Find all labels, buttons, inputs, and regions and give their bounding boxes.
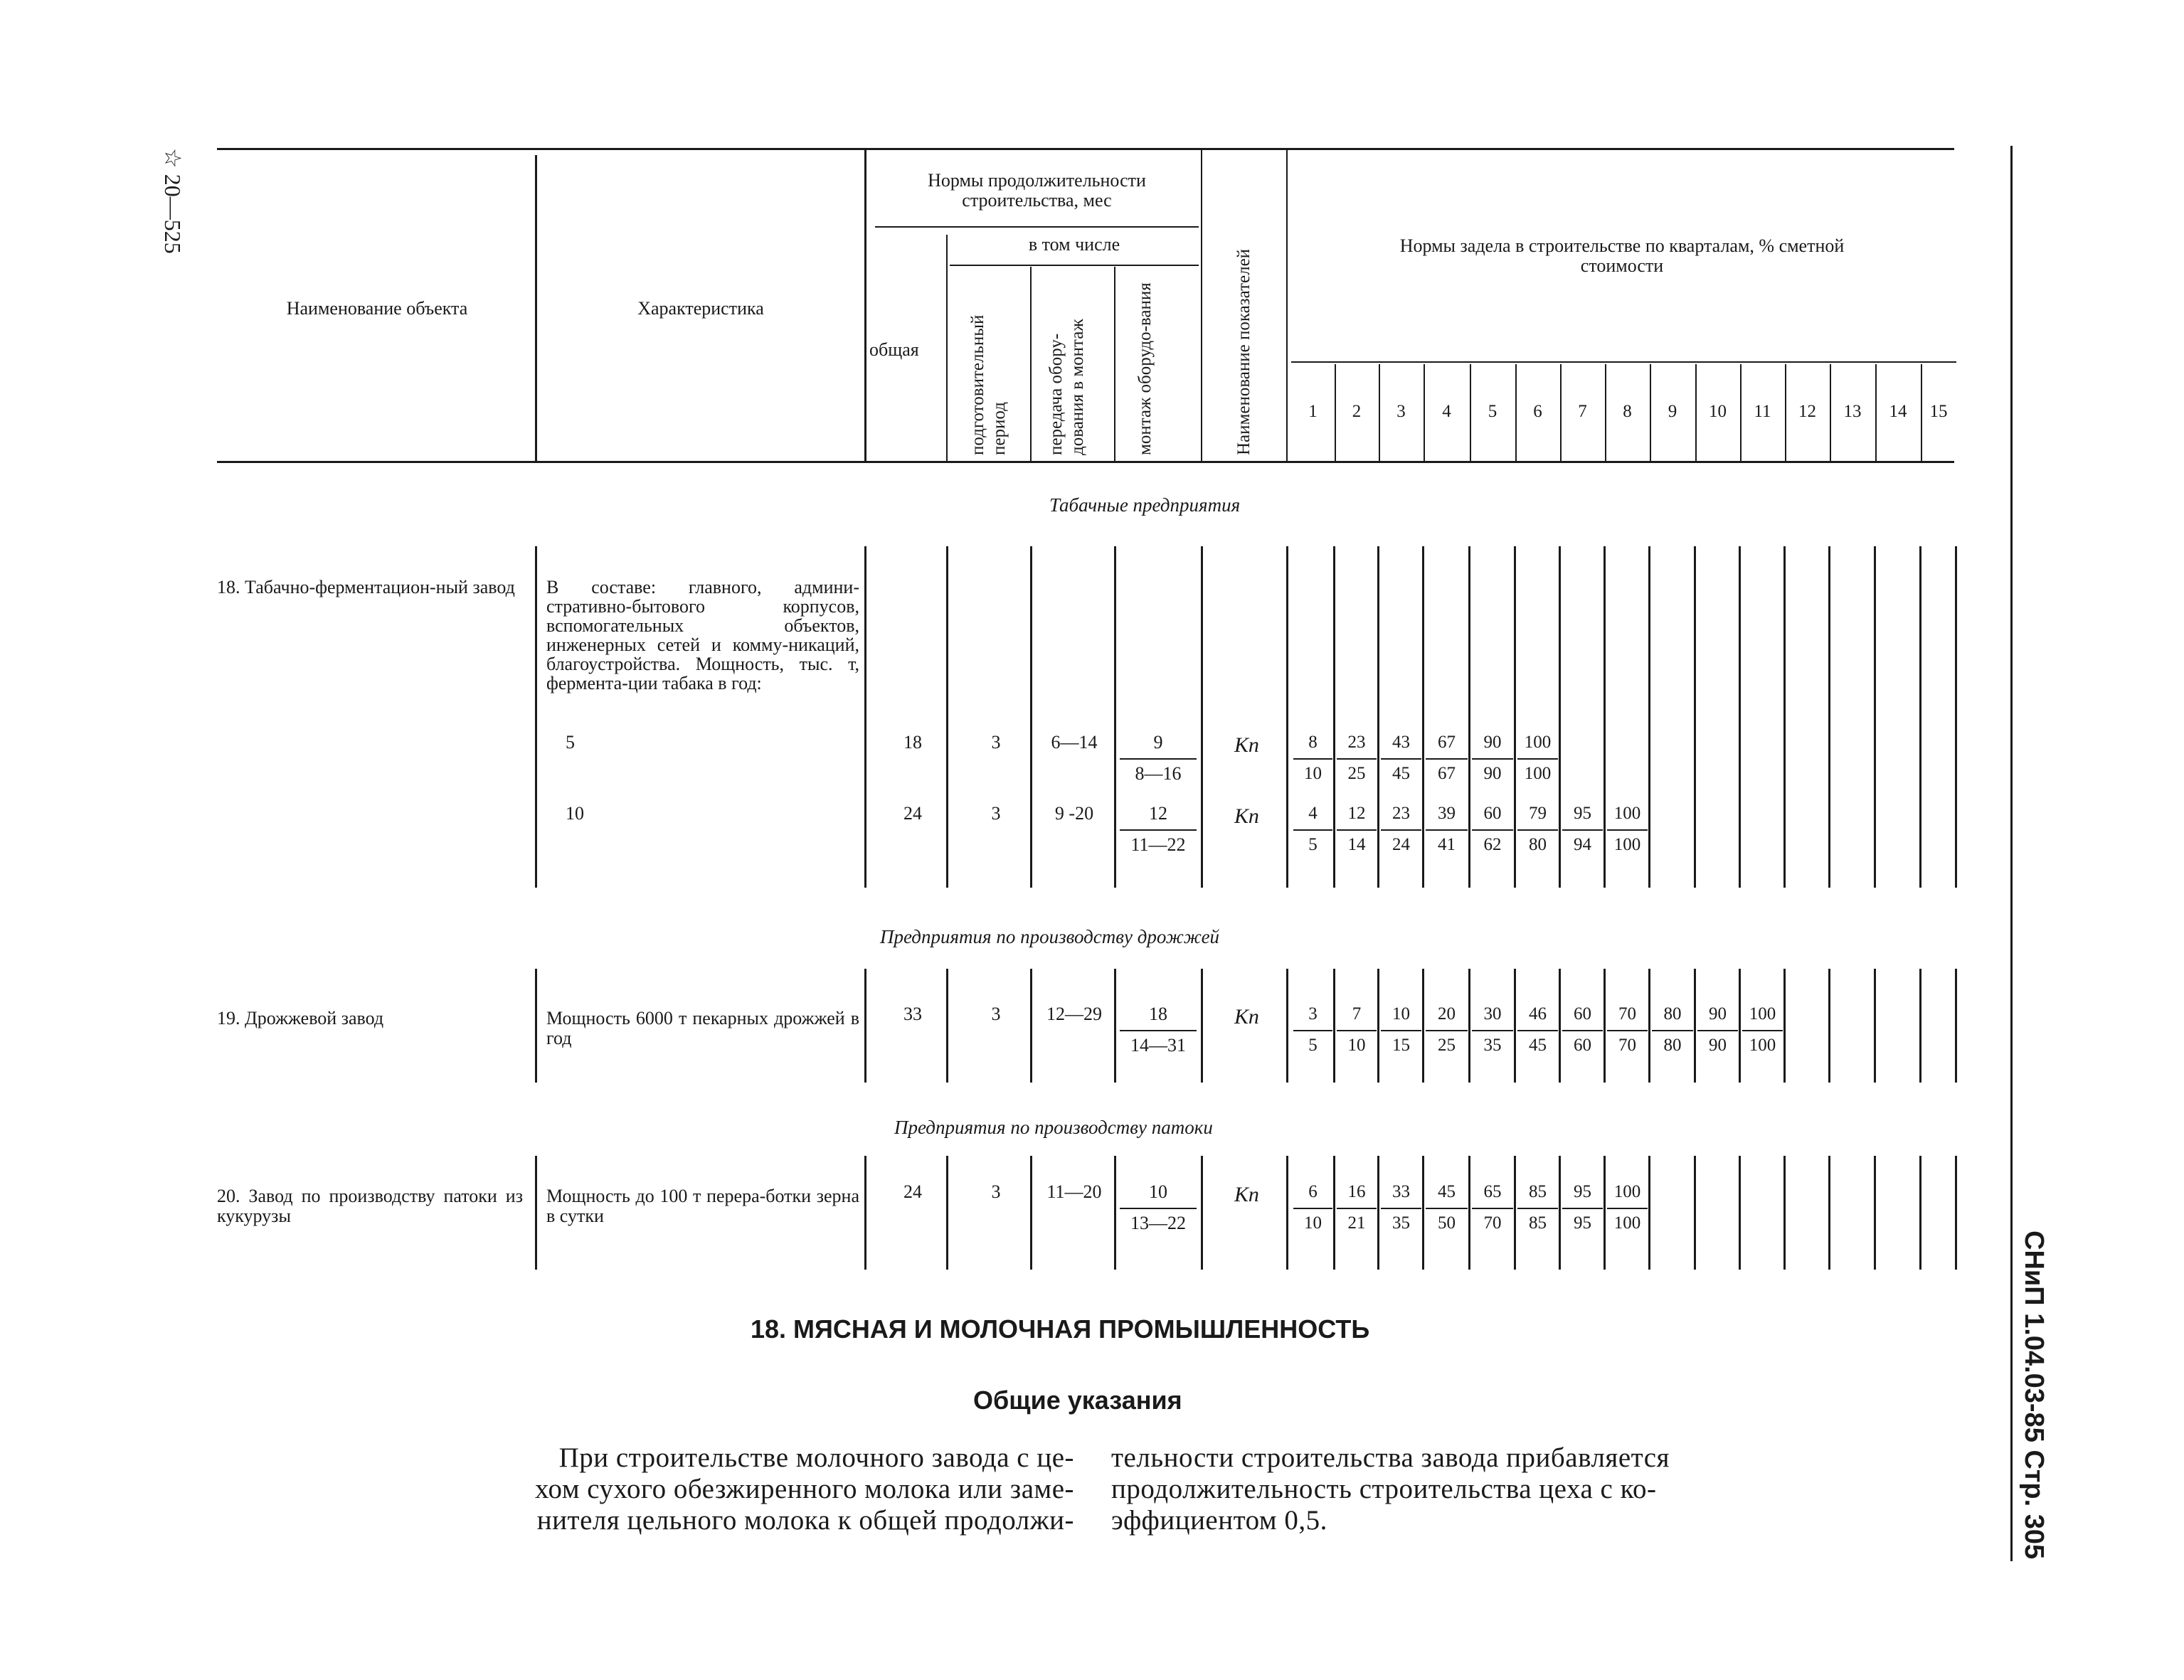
backlog-bottom-q4: 41: [1438, 835, 1456, 854]
backlog-bottom-q1: 10: [1304, 764, 1322, 783]
duration-total: 24: [903, 803, 922, 824]
quarter-number-5: 5: [1488, 402, 1497, 421]
quarter-number-10: 10: [1709, 402, 1727, 421]
row-quarter-vline: [1694, 969, 1696, 1083]
fraction-bar: [1472, 1208, 1513, 1209]
quarter-number-7: 7: [1578, 402, 1587, 421]
backlog-bottom-q2: 10: [1347, 1036, 1366, 1055]
paragraph-right: тельности строительства завода прибавляется продолжительность строительства цеха с ко- эффициентом 0,5.: [1111, 1442, 1670, 1536]
row-quarter-vline: [1828, 1156, 1830, 1270]
row18-capacity-2: 10: [566, 803, 584, 824]
backlog-top-q5: 60: [1483, 804, 1502, 823]
row-quarter-vline: [1333, 969, 1335, 1083]
quarter-number-4: 4: [1442, 402, 1451, 421]
backlog-top-q5: 65: [1483, 1182, 1502, 1201]
row-quarter-vline: [1955, 1156, 1957, 1270]
row-quarter-vline: [1739, 1156, 1741, 1270]
row-quarter-vline: [1333, 1156, 1335, 1270]
fraction-bar: [1472, 829, 1513, 831]
duration-prep: 3: [991, 803, 1001, 824]
row-vline: [864, 969, 866, 1083]
row-quarter-vline: [1783, 969, 1786, 1083]
quarter-number-8: 8: [1623, 402, 1632, 421]
backlog-top-q1: 3: [1308, 1004, 1318, 1024]
row-vline: [535, 969, 537, 1083]
row-vline: [864, 546, 866, 888]
fraction-bar: [1337, 1208, 1377, 1209]
backlog-top-q8: 70: [1618, 1004, 1636, 1024]
row-vline: [1286, 969, 1288, 1083]
fraction-bar: [1337, 1030, 1377, 1031]
backlog-top-q1: 8: [1308, 733, 1318, 752]
backlog-top-q8: 100: [1613, 804, 1641, 823]
header-characteristic: Характеристика: [637, 298, 764, 319]
backlog-bottom-q9: 80: [1663, 1036, 1682, 1055]
row-vline: [535, 1156, 537, 1270]
row20-characteristic: Мощность до 100 т перера-ботки зерна в сутки: [546, 1186, 859, 1226]
fraction-bar: [1562, 1030, 1603, 1031]
row-quarter-vline: [1468, 969, 1470, 1083]
backlog-top-q3: 23: [1392, 804, 1410, 823]
duration-transfer: 11—20: [1046, 1181, 1102, 1202]
backlog-bottom-q5: 90: [1483, 764, 1502, 783]
row-quarter-vline: [1955, 969, 1957, 1083]
fraction-bar: [1607, 1208, 1648, 1209]
row18-name: 18. Табачно-ферментацион-ный завод: [217, 577, 515, 597]
backlog-top-q7: 60: [1574, 1004, 1591, 1024]
fraction-bar: [1562, 829, 1603, 831]
row-vline: [946, 546, 948, 888]
duration-transfer: 12—29: [1046, 1004, 1102, 1024]
header-name-object: Наименование объекта: [286, 298, 468, 319]
quarter-number-11: 11: [1754, 402, 1771, 421]
backlog-top-q9: 80: [1663, 1004, 1682, 1024]
header-equip-transfer: передача обору-дования в монтаж: [1046, 319, 1087, 455]
row-quarter-vline: [1955, 546, 1957, 888]
duration-prep: 3: [991, 1004, 1001, 1024]
row-vline: [1286, 1156, 1288, 1270]
fraction-bar: [1742, 1030, 1783, 1031]
row-vline: [1030, 1156, 1032, 1270]
header-vline: [864, 149, 866, 461]
backlog-top-q6: 100: [1524, 733, 1552, 752]
header-vline: [1201, 149, 1202, 461]
row-vline: [1030, 546, 1032, 888]
row-vline: [1201, 1156, 1203, 1270]
header-vline: [1286, 149, 1288, 461]
row19-name: 19. Дрожжевой завод: [217, 1008, 384, 1028]
row-quarter-vline: [1919, 546, 1921, 888]
backlog-top-q10: 90: [1709, 1004, 1727, 1024]
row-quarter-vline: [1919, 969, 1921, 1083]
header-norms-duration: Нормы продолжительности строительства, мес: [928, 170, 1146, 211]
quarter-number-6: 6: [1533, 402, 1542, 421]
backlog-bottom-q7: 95: [1574, 1213, 1591, 1233]
header-vline: [1030, 267, 1032, 461]
fraction-bar: [1426, 829, 1468, 831]
fraction-bar: [1426, 758, 1468, 760]
backlog-bottom-q3: 45: [1392, 764, 1410, 783]
backlog-bottom-q3: 15: [1392, 1036, 1410, 1055]
header-vline: [946, 235, 948, 461]
header-norms-backlog: Нормы задела в строительстве по кварталам, % сметной стоимости: [1399, 235, 1845, 276]
duration-mount-top: 9: [1153, 732, 1163, 753]
duration-mount-bottom: 8—16: [1135, 763, 1182, 784]
row-vline: [535, 546, 537, 888]
duration-total: 33: [903, 1004, 922, 1024]
backlog-top-q2: 23: [1347, 733, 1366, 752]
duration-mount-bottom: 14—31: [1130, 1035, 1186, 1056]
backlog-bottom-q10: 90: [1709, 1036, 1727, 1055]
row-quarter-vline: [1874, 969, 1876, 1083]
row-quarter-vline: [1514, 1156, 1516, 1270]
indicator-kp: Кп: [1234, 1005, 1259, 1028]
backlog-top-q6: 79: [1529, 804, 1547, 823]
fraction-bar: [1337, 758, 1377, 760]
backlog-top-q2: 7: [1352, 1004, 1362, 1024]
quarter-number-13: 13: [1843, 402, 1862, 421]
backlog-top-q2: 12: [1347, 804, 1366, 823]
row-quarter-vline: [1739, 546, 1741, 888]
backlog-bottom-q3: 35: [1392, 1213, 1410, 1233]
header-hline: [875, 226, 1199, 228]
duration-prep: 3: [991, 732, 1001, 753]
fraction-bar: [1293, 1208, 1332, 1209]
fraction-bar: [1120, 1208, 1197, 1209]
duration-transfer: 9 -20: [1054, 803, 1094, 824]
row-quarter-vline: [1828, 546, 1830, 888]
section-tobacco: Табачные предприятия: [1049, 494, 1241, 516]
row-quarter-vline: [1603, 1156, 1606, 1270]
duration-prep: 3: [991, 1181, 1001, 1202]
fraction-bar: [1517, 1208, 1558, 1209]
backlog-bottom-q4: 25: [1438, 1036, 1456, 1055]
section-molasses: Предприятия по производству патоки: [894, 1117, 1213, 1138]
row-quarter-vline: [1783, 1156, 1786, 1270]
backlog-top-q5: 90: [1483, 733, 1502, 752]
table-header-bottom-rule: [217, 461, 1954, 463]
backlog-top-q4: 39: [1438, 804, 1456, 823]
row-quarter-vline: [1919, 1156, 1921, 1270]
backlog-bottom-q4: 50: [1438, 1213, 1456, 1233]
quarter-number-1: 1: [1308, 402, 1318, 421]
quarter-number-14: 14: [1889, 402, 1907, 421]
fraction-bar: [1381, 758, 1421, 760]
sheet-code-left: ☆ 20—525: [160, 148, 186, 254]
row-quarter-vline: [1648, 969, 1650, 1083]
backlog-bottom-q8: 100: [1613, 835, 1641, 854]
backlog-bottom-q6: 45: [1529, 1036, 1547, 1055]
row-quarter-vline: [1468, 1156, 1470, 1270]
backlog-top-q3: 33: [1392, 1182, 1410, 1201]
backlog-bottom-q4: 67: [1438, 764, 1456, 783]
backlog-top-q8: 100: [1613, 1182, 1641, 1201]
chapter-title: 18. МЯСНАЯ И МОЛОЧНАЯ ПРОМЫШЛЕННОСТЬ: [751, 1314, 1370, 1344]
backlog-bottom-q1: 10: [1304, 1213, 1322, 1233]
header-vline: [1114, 267, 1115, 461]
header-equip-mount: монтаж оборудо-вания: [1135, 282, 1155, 455]
backlog-bottom-q5: 35: [1483, 1036, 1502, 1055]
backlog-top-q7: 95: [1574, 804, 1591, 823]
row-quarter-vline: [1874, 546, 1876, 888]
fraction-bar: [1697, 1030, 1738, 1031]
fraction-bar: [1381, 1030, 1421, 1031]
header-hline: [1291, 361, 1956, 363]
backlog-bottom-q6: 80: [1529, 835, 1547, 854]
backlog-top-q5: 30: [1483, 1004, 1502, 1024]
backlog-top-q3: 43: [1392, 733, 1410, 752]
fraction-bar: [1381, 829, 1421, 831]
backlog-bottom-q11: 100: [1749, 1036, 1776, 1055]
backlog-bottom-q5: 70: [1483, 1213, 1502, 1233]
row-quarter-vline: [1514, 969, 1516, 1083]
row-vline: [1114, 1156, 1116, 1270]
backlog-bottom-q5: 62: [1483, 835, 1502, 854]
row-quarter-vline: [1559, 969, 1561, 1083]
quarter-number-9: 9: [1668, 402, 1677, 421]
row-quarter-vline: [1828, 969, 1830, 1083]
fraction-bar: [1607, 1030, 1648, 1031]
row-quarter-vline: [1422, 969, 1424, 1083]
section-yeast: Предприятия по производству дрожжей: [880, 926, 1220, 947]
row20-name: 20. Завод по производству патоки из кукурузы: [217, 1186, 523, 1226]
duration-total: 24: [903, 1181, 922, 1202]
quarter-number-15: 15: [1929, 402, 1948, 421]
header-hline: [950, 265, 1199, 266]
row-quarter-vline: [1648, 1156, 1650, 1270]
backlog-top-q1: 4: [1308, 804, 1318, 823]
row-vline: [1201, 969, 1203, 1083]
header-vline: [535, 155, 537, 461]
indicator-kp: Кп: [1234, 733, 1259, 757]
fraction-bar: [1337, 829, 1377, 831]
row18-capacity-1: 5: [566, 732, 575, 753]
backlog-top-q11: 100: [1749, 1004, 1776, 1024]
duration-mount-bottom: 13—22: [1130, 1213, 1186, 1233]
indicator-kp: Кп: [1234, 1183, 1259, 1206]
backlog-top-q4: 45: [1438, 1182, 1456, 1201]
backlog-bottom-q7: 94: [1574, 835, 1591, 854]
backlog-top-q1: 6: [1308, 1182, 1318, 1201]
backlog-top-q6: 46: [1529, 1004, 1547, 1024]
fraction-bar: [1120, 829, 1197, 831]
row-quarter-vline: [1377, 969, 1379, 1083]
row-vline: [1201, 546, 1203, 888]
fraction-bar: [1426, 1208, 1468, 1209]
backlog-bottom-q6: 85: [1529, 1213, 1547, 1233]
fraction-bar: [1293, 1030, 1332, 1031]
row-quarter-vline: [1783, 546, 1786, 888]
backlog-bottom-q8: 100: [1613, 1213, 1641, 1233]
backlog-top-q4: 67: [1438, 733, 1456, 752]
row-quarter-vline: [1694, 546, 1696, 888]
backlog-bottom-q2: 25: [1347, 764, 1366, 783]
header-in-that-number: в том числе: [1028, 234, 1120, 255]
backlog-bottom-q8: 70: [1618, 1036, 1636, 1055]
backlog-bottom-q6: 100: [1524, 764, 1552, 783]
fraction-bar: [1472, 1030, 1513, 1031]
fraction-bar: [1381, 1208, 1421, 1209]
fraction-bar: [1517, 1030, 1558, 1031]
row-vline: [1114, 969, 1116, 1083]
row-vline: [1286, 546, 1288, 888]
row-vline: [946, 969, 948, 1083]
fraction-bar: [1517, 758, 1558, 760]
paragraph-left: При строительстве молочного завода с це- хом сухого обезжиренного молока или заме- нителя цельного молока к общей продолжи-: [535, 1442, 1074, 1536]
backlog-top-q4: 20: [1438, 1004, 1456, 1024]
fraction-bar: [1472, 758, 1513, 760]
backlog-top-q6: 85: [1529, 1182, 1547, 1201]
backlog-bottom-q3: 24: [1392, 835, 1410, 854]
backlog-top-q7: 95: [1574, 1182, 1591, 1201]
table-top-rule: [217, 148, 1954, 150]
row-quarter-vline: [1559, 1156, 1561, 1270]
header-indicator-name: Наименование показателей: [1234, 248, 1253, 455]
duration-mount-top: 18: [1149, 1004, 1167, 1024]
fraction-bar: [1426, 1030, 1468, 1031]
duration-mount-top: 12: [1149, 803, 1167, 824]
backlog-top-q3: 10: [1392, 1004, 1410, 1024]
row-vline: [1030, 969, 1032, 1083]
row-vline: [946, 1156, 948, 1270]
row-vline: [1114, 546, 1116, 888]
row-quarter-vline: [1874, 1156, 1876, 1270]
row19-characteristic: Мощность 6000 т пекарных дрожжей в год: [546, 1008, 859, 1048]
backlog-bottom-q1: 5: [1308, 835, 1318, 854]
duration-mount-top: 10: [1149, 1181, 1167, 1202]
duration-total: 18: [903, 732, 922, 753]
indicator-kp: Кп: [1234, 804, 1259, 828]
row-quarter-vline: [1422, 1156, 1424, 1270]
duration-transfer: 6—14: [1051, 732, 1098, 753]
row-quarter-vline: [1694, 1156, 1696, 1270]
fraction-bar: [1517, 829, 1558, 831]
backlog-bottom-q1: 5: [1308, 1036, 1318, 1055]
backlog-top-q2: 16: [1347, 1182, 1366, 1201]
snip-page-label: СНиП 1.04.03-85 Стр. 305: [2019, 1230, 2049, 1560]
backlog-bottom-q7: 60: [1574, 1036, 1591, 1055]
fraction-bar: [1120, 758, 1197, 760]
header-total: общая: [869, 339, 919, 360]
row-quarter-vline: [1739, 969, 1741, 1083]
row-quarter-vline: [1377, 1156, 1379, 1270]
row18-characteristic: В составе: главного, админи-стративно-бытового корпусов, вспомогательных объектов, инженерных сетей и комму-никаций, благоустройства. Мощность, тыс. т, фермента-ции табака в год:: [546, 577, 859, 693]
fraction-bar: [1607, 829, 1648, 831]
general-instructions-title: Общие указания: [973, 1386, 1182, 1415]
fraction-bar: [1293, 758, 1332, 760]
fraction-bar: [1293, 829, 1332, 831]
backlog-bottom-q2: 14: [1347, 835, 1366, 854]
backlog-bottom-q2: 21: [1347, 1213, 1366, 1233]
fraction-bar: [1562, 1208, 1603, 1209]
quarter-number-2: 2: [1352, 402, 1362, 421]
fraction-bar: [1120, 1030, 1197, 1031]
quarter-number-3: 3: [1396, 402, 1406, 421]
row-vline: [864, 1156, 866, 1270]
duration-mount-bottom: 11—22: [1130, 834, 1186, 855]
right-margin-rule: [2010, 146, 2013, 1561]
header-prep-period: подготовительный период: [968, 314, 1009, 455]
quarter-number-12: 12: [1798, 402, 1816, 421]
row-quarter-vline: [1603, 969, 1606, 1083]
fraction-bar: [1652, 1030, 1693, 1031]
